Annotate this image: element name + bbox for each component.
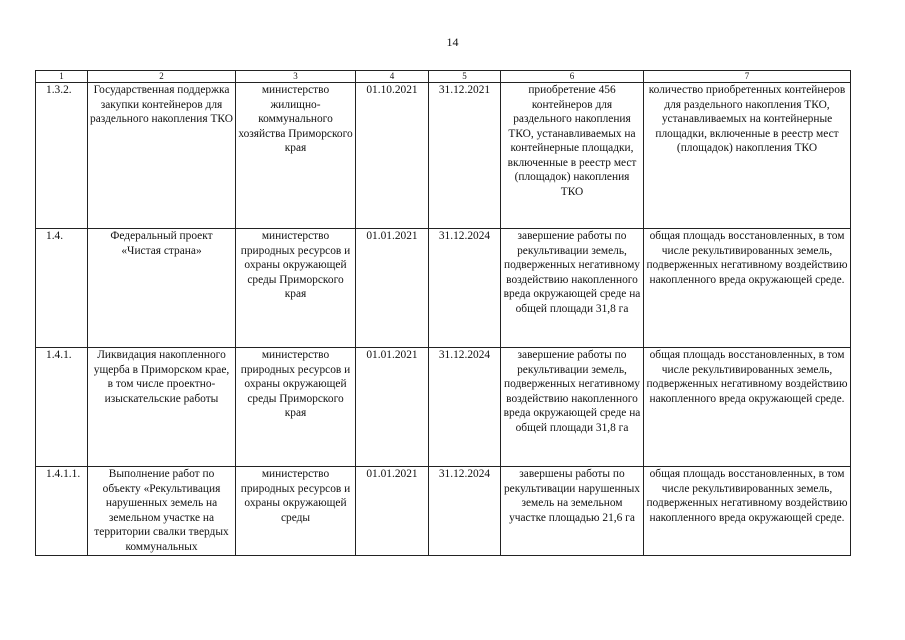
- header-cell: 3: [236, 71, 356, 83]
- table-row: [36, 229, 851, 348]
- end-date-cell: 31.12.2021: [429, 83, 501, 229]
- end-date-cell: 31.12.2024: [429, 229, 501, 348]
- header-cell: 7: [644, 71, 851, 83]
- result-cell: завершение работы по рекультивации земель, подверженных негативному воздействию накопленного вреда окружающей среде на общей площади 31,8 га: [501, 348, 644, 467]
- result-cell: завершение работы по рекультивации земель, подверженных негативному воздействию накопленного вреда окружающей среде на общей площади 31,8 га: [501, 229, 644, 348]
- result-cell: завершены работы по рекультивации нарушенных земель на земельном участке площадью 21,6 га: [501, 467, 644, 556]
- row-number-cell: 1.4.1.: [36, 348, 88, 467]
- executor-cell: министерство природных ресурсов и охраны окружающей среды Приморского края: [236, 229, 356, 348]
- end-date-cell: 31.12.2024: [429, 348, 501, 467]
- start-date-cell: 01.01.2021: [356, 467, 429, 556]
- row-number-cell: 1.4.: [36, 229, 88, 348]
- executor-cell: министерство жилищно-коммунального хозяйства Приморского края: [236, 83, 356, 229]
- indicator-cell: количество приобретенных контейнеров для раздельного накопления ТКО, устанавливаемых на контейнерные площадки, включенные в реестр мест (площадок) накопления ТКО: [644, 83, 851, 229]
- measure-name-cell: Выполнение работ по объекту «Рекультивация нарушенных земель на земельном участке на территории свалки твердых коммунальных: [88, 467, 236, 556]
- start-date-cell: 01.01.2021: [356, 348, 429, 467]
- indicator-cell: общая площадь восстановленных, в том числе рекультивированных земель, подверженных негативному воздействию накопленного вреда окружающей среде.: [644, 229, 851, 348]
- row-number-cell: 1.3.2.: [36, 83, 88, 229]
- measure-name-cell: Государственная поддержка закупки контейнеров для раздельного накопления ТКО: [88, 83, 236, 229]
- executor-cell: министерство природных ресурсов и охраны окружающей среды Приморского края: [236, 348, 356, 467]
- indicator-cell: общая площадь восстановленных, в том числе рекультивированных земель, подверженных негативному воздействию накопленного вреда окружающей среде.: [644, 467, 851, 556]
- measures-table: [35, 70, 851, 556]
- header-cell: 6: [501, 71, 644, 83]
- table-row: [36, 467, 851, 556]
- table-header-row: [36, 71, 851, 83]
- header-cell: 1: [36, 71, 88, 83]
- executor-cell: министерство природных ресурсов и охраны окружающей среды: [236, 467, 356, 556]
- row-number-cell: 1.4.1.1.: [36, 467, 88, 556]
- start-date-cell: 01.10.2021: [356, 83, 429, 229]
- measure-name-cell: Ликвидация накопленного ущерба в Приморском крае, в том числе проектно-изыскательские работы: [88, 348, 236, 467]
- result-cell: приобретение 456 контейнеров для раздельного накопления ТКО, устанавливаемых на контейнерные площадки, включенные в реестр мест (площадок) накопления ТКО: [501, 83, 644, 229]
- table-row: [36, 83, 851, 229]
- indicator-cell: общая площадь восстановленных, в том числе рекультивированных земель, подверженных негативному воздействию накопленного вреда окружающей среде.: [644, 348, 851, 467]
- table-row: [36, 348, 851, 467]
- header-cell: 2: [88, 71, 236, 83]
- start-date-cell: 01.01.2021: [356, 229, 429, 348]
- header-cell: 5: [429, 71, 501, 83]
- end-date-cell: 31.12.2024: [429, 467, 501, 556]
- header-cell: 4: [356, 71, 429, 83]
- measure-name-cell: Федеральный проект «Чистая страна»: [88, 229, 236, 348]
- page-number: 14: [446, 35, 459, 49]
